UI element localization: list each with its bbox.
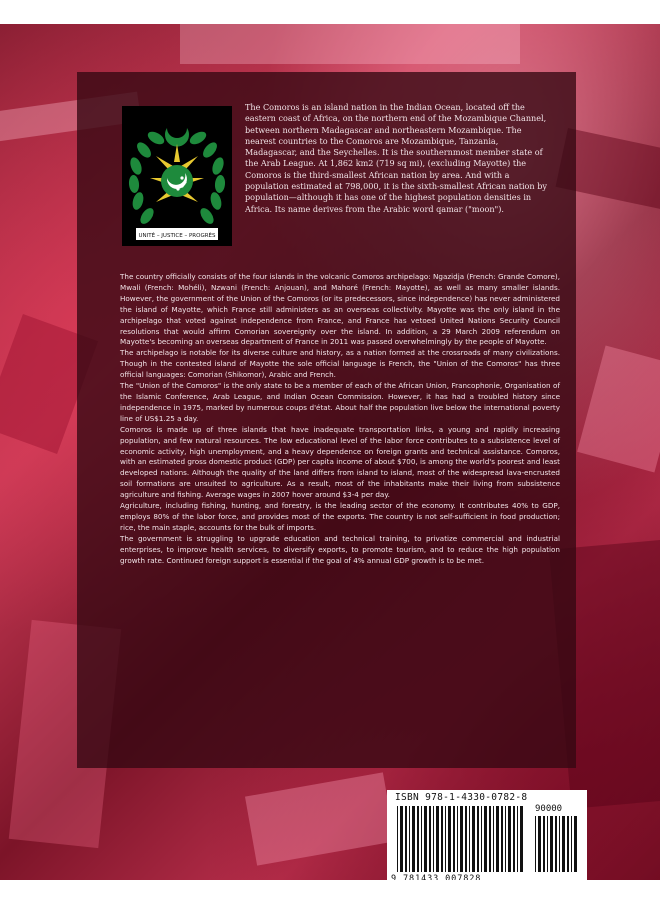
barcode-bar [472,806,475,872]
barcode-bar [520,806,523,872]
barcode-bar [397,806,398,872]
barcode-bar [409,806,410,872]
background-stripe [180,24,520,64]
barcode-bar [417,806,419,872]
barcode-bar [571,816,572,872]
barcode-bar [547,816,548,872]
barcode-bar [460,806,463,872]
intro-paragraph: The Comoros is an island nation in the Indian Ocean, located off the eastern coast of Africa, on the northern end of the Mozambique Channel, between northern Madagascar and northeastern Mozambique. The nearest countries to the Comoros are Mozambique, Tanzania, Madagascar, and the Seychelles. It is the southernmost member state of the Arab League. At 1,862 km2 (719 sq mi), (excluding Mayotte) the Comoros is the third-smallest African nation by area. And with a population estimated at 798,000, it is the sixth-smallest African nation by population—although it has one of the highest population densities in Africa. Its name derives from the Arabic word qamar ("moon"). [245,102,547,214]
paragraph: The country officially consists of the four islands in the volcanic Comoros archipelago: Ngazidja (French: Grande Comore), Mwali (French: Mohéli), Nzwani (French: Anjouan), and Mahoré (French: Mayotte), as well as many smaller islands. However, the government of the Union of the Comoros (or its predecessors, since independence) has never administered the island of Mayotte, which France still administers as an overseas collectivity. Mayotte was the only island in the archipelago that voted against independence from France, and France has vetoed United Nations Security Council resolutions that would affirm Comorian sovereignty over the island. In addition, a 29 March 2009 referendum on Mayotte's becoming an overseas department of France in 2011 was passed overwhelmingly by the people of Mayotte. [120,272,560,347]
coat-of-arms-graphic [122,106,232,246]
background-stripe [245,772,395,865]
barcode-bar [543,816,545,872]
barcode-bar [400,806,403,872]
barcode-bar [424,806,427,872]
barcode-bar [489,806,491,872]
barcode-bar [508,806,511,872]
barcode-bar [513,806,515,872]
paragraph: Comoros is made up of three islands that have inadequate transportation links, a young and rapidly increasing population, and few natural resources. The low educational level of the labor force contributes to a subsistence level of economic activity, high unemployment, and a heavy dependence on foreign grants and technical assistance. Comoros, with an estimated gross domestic product (GDP) per capita income of about $700, is among the world's poorest and least developed nations. Although the quality of the land differs from island to island, most of the widespread lava-encrusted soil formations are unsuited to agriculture. As a result, most of the inhabitants make their living from subsistence agriculture and fishing. Average wages in 2007 hover around $3-4 per day. [120,424,560,500]
barcode-bar [559,816,560,872]
barcode-digits: 9 781433 007828 [391,874,482,880]
barcode-bar [562,816,565,872]
background-stripe [577,346,660,473]
body-text [120,272,560,566]
barcode-bar [538,816,541,872]
barcode-bar [445,806,446,872]
isbn-barcode [387,790,587,880]
barcode-bar [481,806,482,872]
isbn-label: ISBN 978-1-4330-0782-8 [395,792,528,803]
barcode-bar [505,806,506,872]
barcode-bar [477,806,479,872]
barcode-bar [574,816,577,872]
central-disc [161,165,193,197]
barcode-bar [535,816,536,872]
barcode-addon-icon [535,816,579,872]
barcode-icon [397,806,527,872]
barcode-bar [421,806,422,872]
barcode-bar [436,806,439,872]
motto-text: UNITÉ – JUSTICE – PROGRÈS [138,233,216,239]
text-panel [77,72,576,768]
barcode-bar [405,806,407,872]
barcode-bar [465,806,467,872]
barcode-bar [448,806,451,872]
coat-of-arms-icon [122,106,232,246]
paragraph: The government is struggling to upgrade education and technical training, to privatize commercial and industrial enterprises, to improve health services, to diversify exports, to promote tourism, and to reduce the high population growth rate. Continued foreign support is essential if the goal of 4% annual GDP growth is to be met. [120,533,560,565]
price-code: 90000 [535,804,563,814]
barcode-bar [453,806,455,872]
barcode-bar [567,816,569,872]
barcode-bar [469,806,470,872]
barcode-bar [457,806,458,872]
barcode-bar [433,806,434,872]
barcode-bar [493,806,494,872]
barcode-bar [412,806,415,872]
paragraph: The "Union of the Comoros" is the only state to be a member of each of the African Union, Francophonie, Organisation of the Islamic Conference, Arab League, and Indian Ocean Commission. However, it has had a troubled history since independence in 1975, marked by numerous coups d'état. About half the population live below the international poverty line of US$1.25 a day. [120,381,560,423]
barcode-bar [484,806,487,872]
paragraph: The archipelago is notable for its diverse culture and history, as a nation formed at the crossroads of many civilizations. Though in the contested island of Mayotte the sole official language is French, the "Union of the Comoros" has three official languages: Comorian (Shikomor), Arabic and French. [120,348,560,380]
barcode-bar [441,806,443,872]
barcode-bar [501,806,503,872]
barcode-bar [429,806,431,872]
barcode-bar [555,816,557,872]
barcode-bar [517,806,518,872]
barcode-bar [496,806,499,872]
barcode-bar [550,816,553,872]
crescent-icon [165,128,189,147]
book-back-cover [0,24,660,880]
paragraph: Agriculture, including fishing, hunting, and forestry, is the leading sector of the economy. It contributes 40% to GDP, employs 80% of the labor force, and provides most of the exports. The country is not self-sufficient in food production; rice, the main staple, accounts for the bulk of imports. [120,501,560,532]
